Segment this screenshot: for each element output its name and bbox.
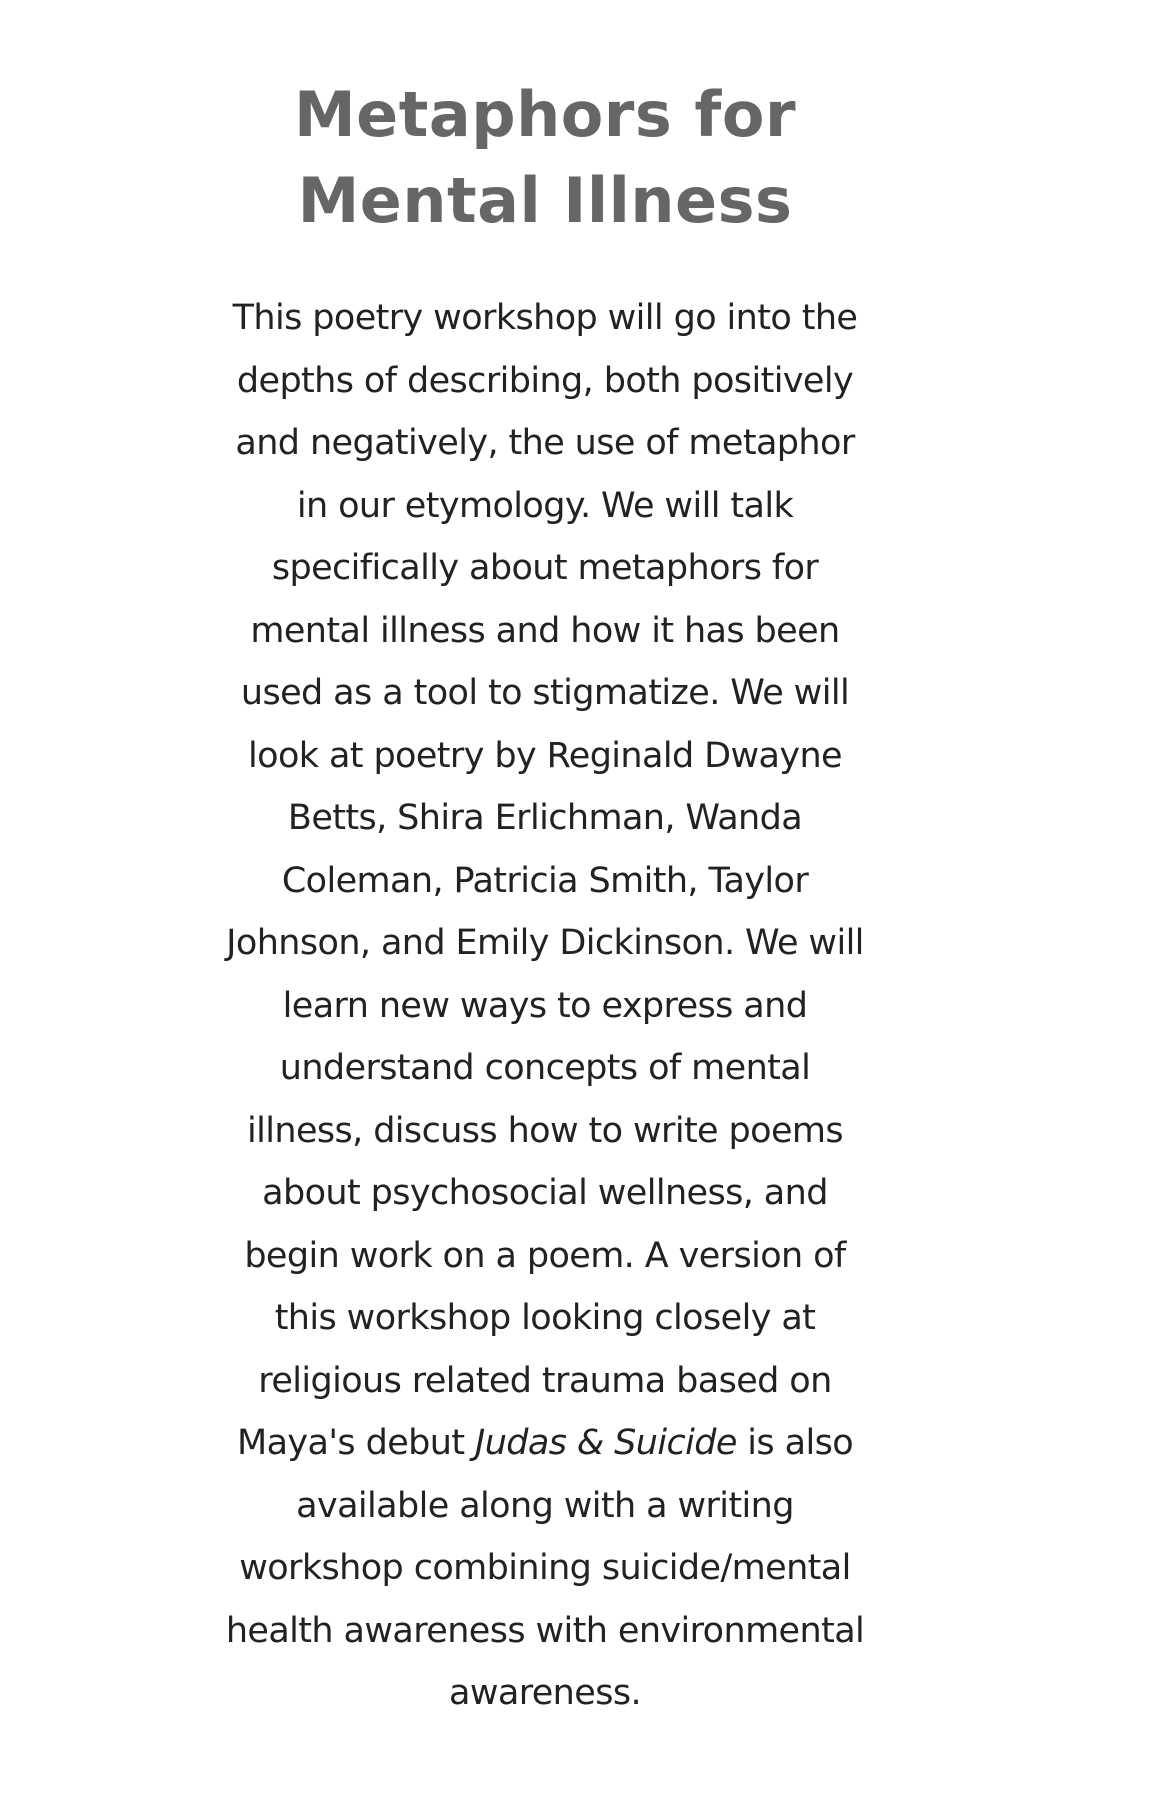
title-line-2: Mental Illness xyxy=(297,164,793,237)
workshop-description xyxy=(210,287,880,1725)
book-line-suffix: is also xyxy=(736,1423,854,1463)
description-line: about psychosocial wellness, and xyxy=(262,1173,828,1213)
description-line: Coleman, Patricia Smith, Taylor xyxy=(281,860,809,901)
description-line: specifically about metaphors for xyxy=(271,548,819,588)
description-line: religious related trauma based on xyxy=(258,1360,832,1401)
description-line: Betts, Shira Erlichman, Wanda xyxy=(287,798,803,838)
description-line: in our etymology. We will talk xyxy=(296,485,794,526)
description-line: look at poetry by Reginald Dwayne xyxy=(248,735,842,776)
page-title xyxy=(0,72,1090,244)
description-line: awareness. xyxy=(449,1673,641,1713)
description-line: mental illness and how it has been xyxy=(250,610,840,651)
description-line: Johnson, and Emily Dickinson. We will xyxy=(226,923,864,963)
description-line: begin work on a poem. A version of xyxy=(244,1235,846,1276)
description-line-book xyxy=(210,1412,880,1475)
book-line-prefix: Maya's debut xyxy=(236,1423,475,1463)
description-line: illness, discuss how to write poems xyxy=(246,1110,844,1151)
description-line: understand concepts of mental xyxy=(279,1048,811,1088)
book-title: Judas & Suicide xyxy=(474,1423,737,1463)
description-line: this workshop looking closely at xyxy=(274,1298,816,1338)
description-line: and negatively, the use of metaphor xyxy=(235,423,855,463)
description-line: This poetry workshop will go into the xyxy=(232,298,858,338)
description-line: depths of describing, both positively xyxy=(236,360,854,401)
description-line: workshop combining suicide/mental xyxy=(239,1548,851,1588)
description-line: available along with a writing xyxy=(296,1485,794,1526)
description-line: learn new ways to express and xyxy=(282,985,808,1026)
description-line: used as a tool to stigmatize. We will xyxy=(240,673,850,713)
description-line: health awareness with environmental xyxy=(225,1610,865,1651)
title-line-1: Metaphors for xyxy=(293,78,797,151)
